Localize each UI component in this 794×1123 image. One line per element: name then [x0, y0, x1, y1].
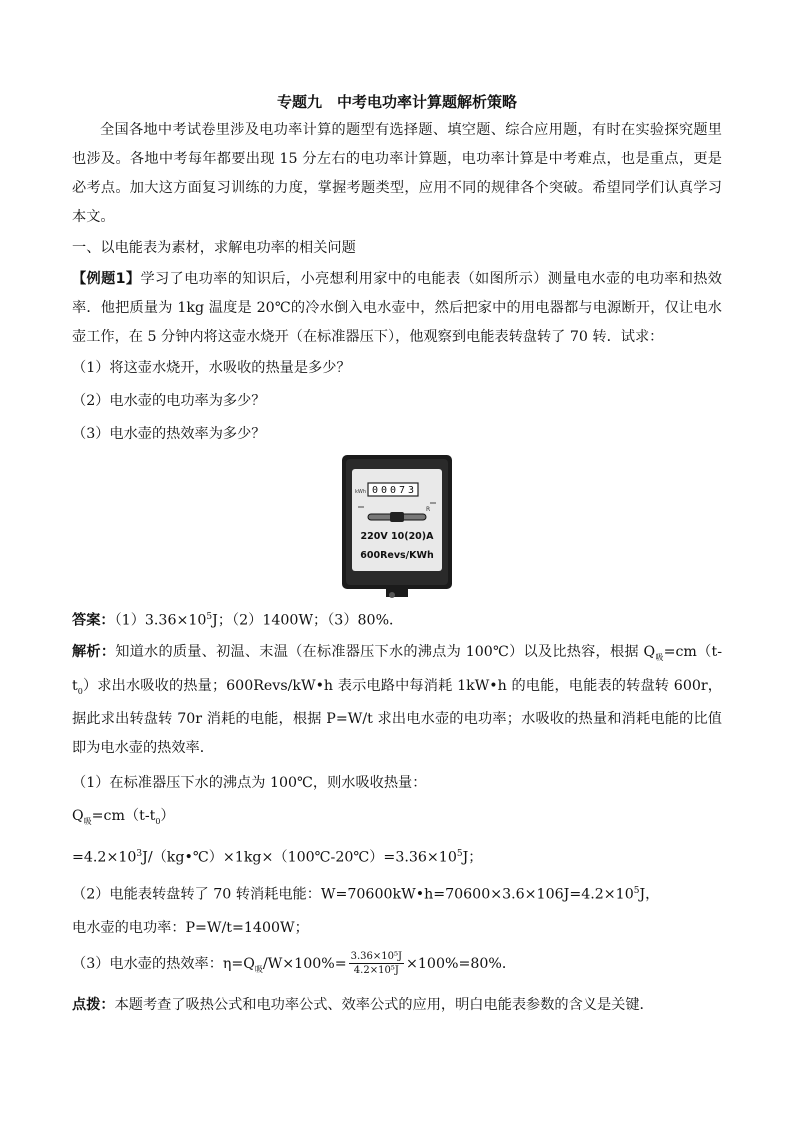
- meter-digit: 7: [399, 485, 406, 496]
- formula-text: J，: [639, 886, 660, 903]
- analysis-text: ）求出水吸收的热量；600Revs/kW•h 表示电路中每消耗 1kW•h 的电能，电能表的转盘转 600r，据此求出转盘转 70r 消耗的电能，根据 P=W/t 求出电水壶的电功率；水吸收的热量和消耗电能的比值即为电水壶的热效率．: [72, 677, 722, 757]
- answer-tail: J；（2）1400W；（3）80%．: [212, 612, 404, 629]
- tip-label: 点拨：: [72, 996, 115, 1013]
- answer-line: [72, 601, 722, 638]
- question-2: （2）电水壶的电功率为多少？: [72, 393, 266, 409]
- analysis-text: =cm（t-t: [72, 643, 723, 694]
- tip-text: 本题考查了吸热公式和电功率公式、效率公式的应用，明白电能表参数的含义是关键．: [114, 996, 654, 1013]
- analysis-paragraph: [72, 638, 722, 764]
- formula-text: =cm（t-t: [91, 808, 156, 825]
- superscript: 5: [633, 885, 640, 896]
- analysis-label: 解析：: [72, 643, 116, 660]
- solution-line-3: [72, 838, 722, 875]
- formula-text: J；: [462, 849, 483, 866]
- formula-text: （3）电水壶的热效率：η=Q: [72, 955, 255, 972]
- formula-text: J/（kg•℃）×1kg×（100℃-20℃）=3.36×10: [142, 849, 457, 866]
- fraction-denominator: 4.2×10⁵J: [353, 965, 399, 977]
- solution-line-4: [72, 875, 722, 912]
- question-3: （3）电水壶的热效率为多少？: [72, 426, 266, 442]
- intro-paragraph: 全国各地中考试卷里涉及电功率计算的题型有选择题、填空题、综合应用题，有时在实验探究题里也涉及。各地中考每年都要出现 15 分左右的电功率计算题，电功率计算是中考难点，也是重点，更是必考点。加大这方面复习训练的力度，掌握考题类型，应用不同的规律各个突破。希望同学们认真学习本文。: [72, 122, 722, 225]
- answer-sup: 5: [206, 612, 213, 622]
- answer-label: 答案：: [72, 612, 115, 629]
- solution-line-2: [72, 800, 722, 838]
- subscript: 吸: [655, 652, 664, 662]
- meter-digit: 0: [390, 485, 397, 496]
- tip-line: [72, 989, 722, 1022]
- solution-line-6: [72, 945, 722, 989]
- subscript: 0: [155, 817, 161, 827]
- meter-digit: 3: [408, 485, 415, 496]
- superscript: 3: [136, 849, 143, 860]
- subscript: 吸: [83, 817, 92, 827]
- document-page: [72, 92, 722, 1022]
- analysis-text: 知道水的质量、初温、末温（在标准器压下水的沸点为 100℃）以及比热容，根据 Q: [115, 643, 656, 660]
- example-text: 学习了电功率的知识后，小亮想利用家中的电能表（如图所示）测量电水壶的电功率和热效率．他把质量为 1kg 温度是 20℃的冷水倒入电水壶中，然后把家中的用电器都与电源断开，仅让电水壶工作，在 5 分钟内将这壶水烧开（在标准器压下），他观察到电能表转盘转了 70 转．试求：: [72, 271, 722, 345]
- page-title: 专题九 中考电功率计算题解析策略: [276, 93, 517, 111]
- formula-text: ）: [160, 808, 175, 825]
- subscript: 0: [77, 686, 83, 696]
- meter-right-mark: R: [426, 506, 431, 513]
- solution-line-5: 电水壶的电功率：P=W/t=1400W；: [72, 919, 309, 936]
- formula-text: Q: [72, 808, 84, 825]
- solution-line-1: （1）在标准器压下水的沸点为 100℃，则水吸收热量：: [72, 775, 427, 792]
- meter-left-mark: kWh: [355, 489, 367, 495]
- example-label: 【例题1】: [72, 271, 141, 287]
- question-1: （1）将这壶水烧开，水吸收的热量是多少？: [72, 360, 351, 376]
- meter-revs-label: 600Revs/KWh: [360, 550, 434, 561]
- formula-text: ×100%=80%．: [406, 955, 517, 972]
- formula-text: （2）电能表转盘转了 70 转消耗电能：W=70600kW•h=70600×3.6×106J=4.2×10: [72, 886, 634, 903]
- meter-digit: 0: [372, 485, 379, 496]
- example-paragraph: [72, 265, 722, 352]
- superscript: 5: [456, 849, 463, 860]
- formula-text: =4.2×10: [72, 849, 137, 866]
- figure: [72, 455, 722, 601]
- fraction-numerator: 3.36×10⁵J: [350, 951, 403, 963]
- formula-text: /W×100%=: [262, 955, 347, 972]
- subscript: 吸: [254, 964, 263, 974]
- meter-digit: 0: [381, 485, 388, 496]
- section-heading: 一、以电能表为素材，求解电功率的相关问题: [72, 240, 356, 256]
- electric-meter-image: [338, 455, 456, 601]
- answer-text: （1）3.36×10: [114, 612, 207, 629]
- efficiency-fraction: [349, 950, 404, 977]
- meter-voltage-label: 220V 10(20)A: [360, 531, 434, 542]
